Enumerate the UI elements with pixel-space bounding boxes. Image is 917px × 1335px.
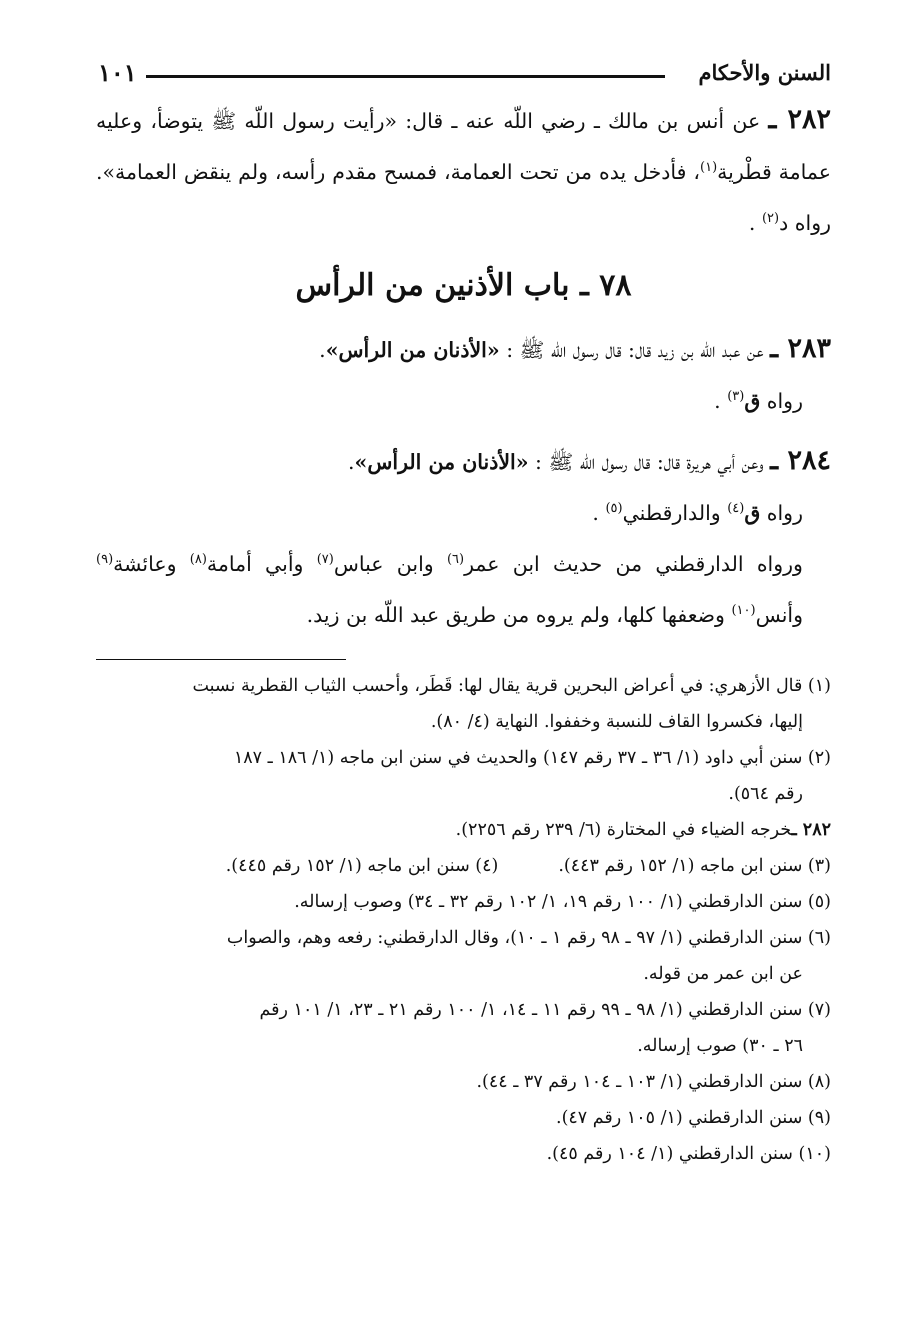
narration-text: ورواه الدارقطني من حديث ابن عمر bbox=[464, 552, 803, 576]
footnote-5: (٥) سنن الدارقطني (١/ ١٠٠ رقم ١٩، ١/ ١٠٢ رقم ٣٢ ـ ٣٤) وصوب إرساله. bbox=[294, 892, 831, 912]
hadith-text: رواه bbox=[760, 501, 803, 525]
hadith-282 bbox=[96, 94, 831, 249]
footnote-8: (٨) سنن الدارقطني (١/ ١٠٣ ـ ١٠٤ رقم ٣٧ ـ ٤٤). bbox=[476, 1072, 831, 1092]
page-number: ١٠١ bbox=[98, 58, 137, 87]
footnote-1 bbox=[96, 668, 831, 740]
footnote-2 bbox=[96, 740, 831, 812]
running-title: السنن والأحكام bbox=[698, 60, 831, 85]
footnote-ref: (٧) bbox=[316, 552, 334, 567]
hadith-text: وعن أبي هريرة قال: قال رسول اللّه ﷺ : bbox=[528, 450, 764, 474]
footnote-ref: (٢) bbox=[761, 211, 780, 226]
footnote-ref: (١) bbox=[700, 160, 718, 175]
hadith-number: ٢٨٢ ـ bbox=[768, 104, 831, 135]
footnotes-3-4 bbox=[96, 848, 831, 884]
hadith-text: . bbox=[592, 501, 606, 525]
footnotes bbox=[96, 668, 831, 1172]
hadith-283 bbox=[96, 323, 831, 427]
source-letter: ق bbox=[744, 501, 761, 525]
hadith-text: والدارقطني bbox=[622, 501, 728, 525]
hadith-quote: «الأذنان من الرأس» bbox=[325, 338, 500, 362]
hadith-text: عن عبد اللّه بن زيد قال: قال رسول اللّه ﷺ : bbox=[499, 338, 764, 362]
footnote-10: (١٠) سنن الدارقطني (١/ ١٠٤ رقم ٤٥). bbox=[546, 1144, 831, 1164]
footnote-text: (٧) سنن الدارقطني (١/ ٩٨ ـ ٩٩ رقم ١١ ـ ١٤، ١/ ١٠٠ رقم ٢١ ـ ٢٣، ١/ ١٠١ رقم bbox=[259, 1000, 831, 1020]
hadith-text: . bbox=[748, 211, 762, 235]
footnote-282 bbox=[96, 812, 831, 848]
footnote-ref: (٨) bbox=[189, 552, 207, 567]
hadith-284 bbox=[96, 435, 831, 539]
chapter-heading: ٧٨ ـ باب الأذنين من الرأس bbox=[295, 268, 632, 303]
footnote-text: (١) قال الأزهري: في أعراض البحرين قرية يقال لها: قَطَر، وأحسب الثياب القطرية نسبت bbox=[192, 676, 831, 696]
footnote-separator-wrap bbox=[96, 641, 831, 668]
footnote-text: (٢) سنن أبي داود (١/ ٣٦ ـ ٣٧ رقم ١٤٧) والحديث في سنن ابن ماجه (١/ ١٨٦ ـ ١٨٧ bbox=[233, 748, 831, 768]
footnote-ref: (٩) bbox=[96, 552, 114, 567]
hadith-text: . bbox=[348, 450, 355, 474]
footnote-text: عن ابن عمر من قوله. bbox=[643, 964, 803, 984]
footnote-7 bbox=[96, 992, 831, 1064]
header-rule bbox=[146, 75, 665, 78]
footnote-ref: (٦) bbox=[446, 552, 465, 567]
footnote-text: إليها، فكسروا القاف للنسبة وخففوا. النهاية (٤/ ٨٠). bbox=[430, 712, 803, 732]
footnote-separator bbox=[96, 659, 346, 660]
footnote-hadith-number: ٢٨٢ ـ bbox=[791, 820, 831, 840]
footnote-text: رقم ٥٦٤). bbox=[728, 784, 803, 804]
hadith-quote: «الأذنان من الرأس» bbox=[354, 450, 529, 474]
hadith-text: . bbox=[319, 338, 326, 362]
footnote-6 bbox=[96, 920, 831, 992]
book-page bbox=[96, 58, 831, 1172]
hadith-text: رواه bbox=[760, 389, 803, 413]
footnote-ref: (٣) bbox=[727, 389, 745, 404]
footnote-ref: (١٠) bbox=[731, 603, 756, 618]
narration-text: وضعفها كلها، ولم يروه من طريق عبد اللّه بن زيد. bbox=[306, 603, 732, 627]
source-letter: ق bbox=[744, 389, 761, 413]
footnote-text: ٢٦ ـ ٣٠) صوب إرساله. bbox=[637, 1036, 803, 1056]
hadith-text: عن أنس بن مالك ـ رضي اللّه عنه ـ قال: «رأيت رسول اللّه ﷺ يتوضأ، وعليه عمامة قطْرية bbox=[96, 109, 831, 184]
footnote-ref: (٤) bbox=[727, 501, 745, 516]
narration-text: وابن عباس bbox=[333, 552, 447, 576]
footnote-9: (٩) سنن الدارقطني (١/ ١٠٥ رقم ٤٧). bbox=[556, 1108, 831, 1128]
footnote-3: (٣) سنن ابن ماجه (١/ ١٥٢ رقم ٤٤٣). bbox=[558, 856, 831, 876]
footnote-ref: (٥) bbox=[605, 501, 623, 516]
hadith-text: ، فأدخل يده من تحت العمامة، فمسح مقدم رأسه، ولم ينقض العمامة». رواه د bbox=[96, 160, 831, 235]
footnote-text: (٦) سنن الدارقطني (١/ ٩٧ ـ ٩٨ رقم ١ ـ ١٠)، وقال الدارقطني: رفعه وهم، والصواب bbox=[226, 928, 831, 948]
narration-text: وأنس bbox=[755, 603, 803, 627]
footnote-4: (٤) سنن ابن ماجه (١/ ١٥٢ رقم ٤٤٥). bbox=[225, 856, 499, 876]
narration-text: وعائشة bbox=[113, 552, 190, 576]
hadith-number: ٢٨٣ ـ bbox=[770, 333, 831, 364]
narration-text: وأبي أمامة bbox=[206, 552, 317, 576]
hadith-text: . bbox=[714, 389, 728, 413]
hadith-number: ٢٨٤ ـ bbox=[770, 445, 831, 476]
narration-paragraph bbox=[96, 539, 831, 641]
running-header bbox=[96, 58, 831, 92]
footnote-text: خرجه الضياء في المختارة (٦/ ٢٣٩ رقم ٢٢٥٦). bbox=[455, 820, 792, 840]
